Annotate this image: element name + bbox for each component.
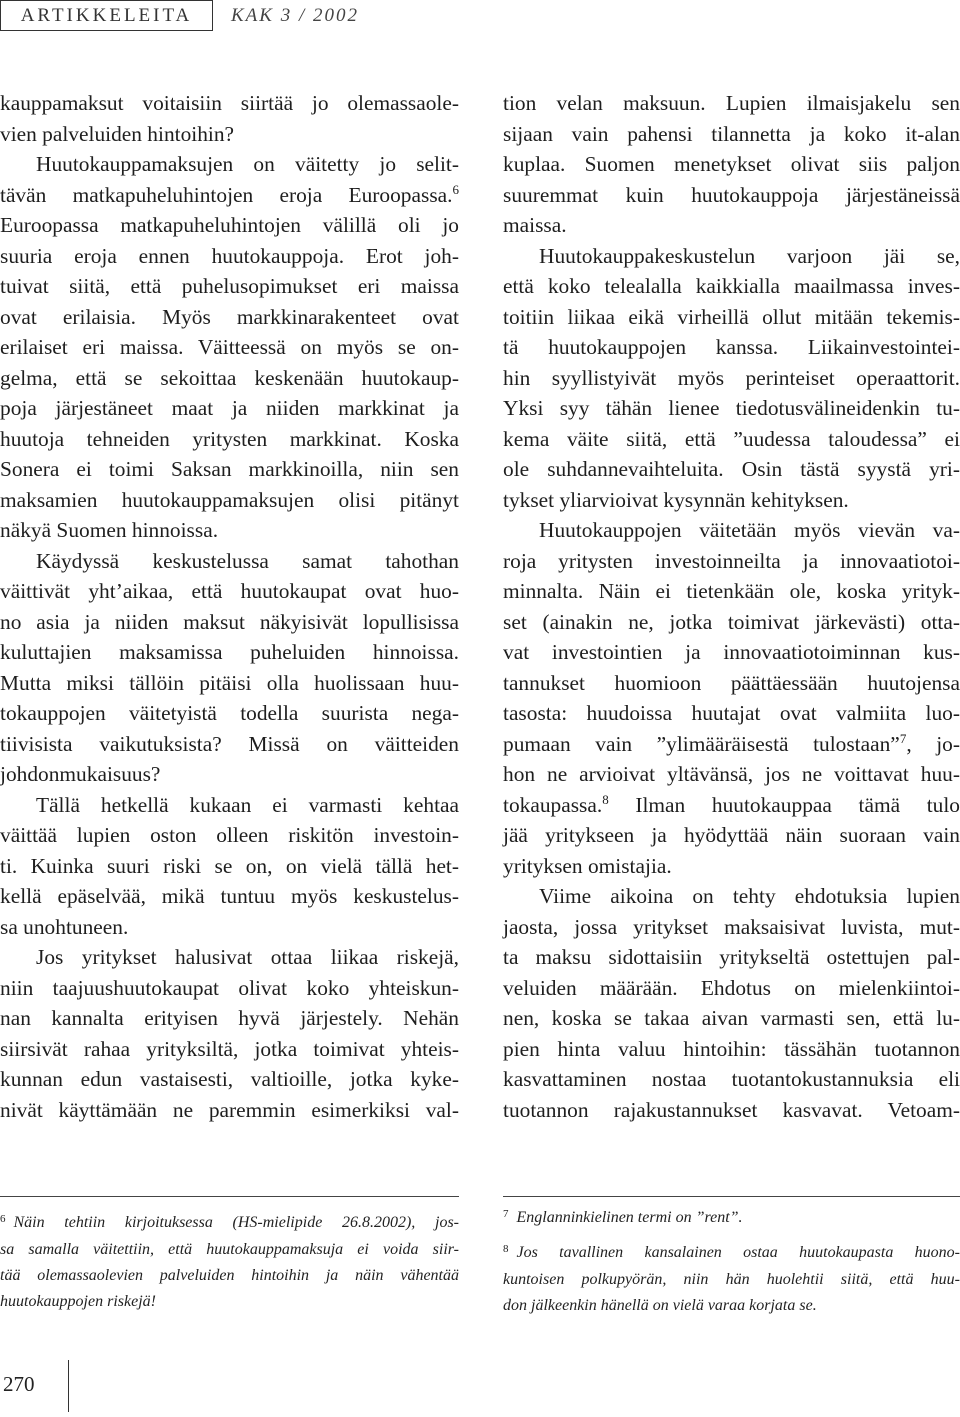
text-line-content: set (ainakin ne, jotka toimivat järkevästi) otta- [503,609,960,634]
footnote-8 [503,1240,960,1319]
footnote-rule-left [0,1196,459,1197]
text-line [0,1034,459,1065]
text-line [503,637,960,668]
text-line-content: minnalta. Näin ei tietenkään ole, koska yrityk- [503,579,960,603]
text-line-content: Käydyssä keskustelussa samat tahothan [36,548,459,573]
text-line [0,912,459,943]
text-line-content: suuremmat kuin huutokauppoja järjestäneissä [503,182,960,207]
footnote-reference: 6 [452,181,459,197]
text-line [503,546,960,577]
text-line-content: väittää lupien oston olleen riskitön investoin- [0,823,459,847]
text-line-continuation: Ilman huutokauppaa tämä tulo [608,792,960,817]
text-line-content: väittivät yht’aikaa, että huutokaupat ovat huo- [0,579,459,603]
text-line [503,88,960,119]
footnotes-right [503,1205,960,1319]
text-line [503,515,960,546]
text-line [0,485,459,516]
footnote-line [503,1205,960,1232]
footnote-text: Englanninkielinen termi on ”rent”. [516,1209,743,1226]
text-line [503,271,960,302]
text-line [0,180,459,211]
section-label-box [0,0,213,31]
text-line [503,912,960,943]
text-line [503,485,960,516]
text-line [503,790,960,821]
text-line-content: tannukset huomioon päättäessään huutojensa [503,670,960,695]
left-column [0,88,459,1125]
text-line [0,576,459,607]
text-line-content: että koko telealalla kaikkialla maailmassa inves- [503,274,960,298]
text-line-content: Euroopassa matkapuheluhintojen välillä oli jo [0,213,459,237]
text-line [0,973,459,1004]
text-line-content: tiivisista vaikutuksista? Missä on väitteiden [0,731,459,756]
text-line-content: kuplaa. Suomen menetykset olivat siis paljon [503,152,960,176]
text-line-content: Tällä hetkellä kukaan ei varmasti kehtaa [36,792,459,817]
footnote-rule-right [503,1196,960,1197]
text-line-content: gelma, että se sekoittaa keskenään huutokaup- [0,365,459,390]
text-line [503,393,960,424]
text-line [503,576,960,607]
text-line-content: kauppamaksut voitaisiin siirtää jo olemassaole- [0,91,459,115]
text-line-content: nivät käyttämään ne paremmin esimerkiksi val- [0,1097,459,1122]
text-line [0,790,459,821]
text-line-content: kuluttajien maksamissa puheluiden hinnoissa. [0,640,459,664]
text-line-content: kema väite siitä, että ”uudessa taloudessa” ei [503,426,960,451]
footnote-reference: 8 [602,791,609,807]
text-line-content: hin syyllistyivät myös perinteiset operaattorit. [503,365,960,390]
footnote-line [0,1237,459,1263]
text-line [503,973,960,1004]
text-line-content: tokaupassa. [503,792,603,817]
text-line [503,332,960,363]
text-line-content: veluiden määrään. Ehdotus on mielenkiintoi- [503,975,960,1000]
text-line-content: ovat erilaisia. Myös markkinarakenteet ovat [0,304,459,329]
page-number-divider [68,1360,69,1412]
text-line [0,393,459,424]
footnote-text: kuntoisen polkupyörän, niin hän huolehtii siitä, että huu- [503,1271,960,1288]
text-line [0,271,459,302]
text-line [503,1003,960,1034]
text-line-content: kellä epäselvää, mikä tuntuu myös keskustelus- [0,884,459,908]
footnote-reference: 7 [899,730,907,746]
text-line-content: tykset yliarvioivat kysynnän kehityksen. [503,487,849,512]
text-line-content: roja yritysten investoinneilta ja innovaatiotoi- [503,548,960,573]
journal-issue: KAK 3 / 2002 [231,5,359,26]
text-line [0,515,459,546]
text-line-content: toitiin liikaa eikä virheillä ollut mitään tekemis- [503,304,960,329]
footnote-number: 8 [503,1243,509,1255]
text-line [503,851,960,882]
footnote-line [503,1240,960,1267]
text-line-content: niin taajuushuutokaupat olivat koko yhteiskun- [0,975,459,1000]
text-line-content: pumaan vain ”ylimääräisestä tulostaan” [503,731,900,756]
text-line-content: ti. Kuinka suuri riski se on, on vielä tällä het- [0,853,459,878]
text-line-content: vien palveluiden hintoihin? [0,121,235,146]
text-line-content: kunnan edun vastaisesti, valtioille, jotka kyke- [0,1067,459,1091]
text-line [0,210,459,241]
footnote-line [503,1267,960,1293]
text-line [0,1003,459,1034]
text-line-content: hon ne arvioivat yltävänsä, jos ne voittavat huu- [503,762,960,786]
text-line [503,729,960,760]
text-line [0,942,459,973]
footnote-line [0,1210,459,1237]
text-line-content: Huutokauppojen väitetään myös vievän va- [539,518,960,542]
text-line-content: sijaan vain pahensi tilannetta ja koko it-alan [503,121,960,146]
footnote-text: tää olemassaolevien palveluiden hintoihin ja näin vähentää [0,1267,459,1284]
text-line [0,88,459,119]
footnote-text: Näin tehtiin kirjoituksessa (HS-mielipide 26.8.2002), jos- [13,1214,459,1231]
text-line-content: jää yritykseen ja hyödyttää näin suoraan vain [503,823,960,847]
text-line [503,698,960,729]
text-line [503,454,960,485]
text-line [0,363,459,394]
footnotes-left [0,1210,459,1315]
text-line-content: ta maksu sidottaisiin yritykseltä ostettujen pal- [503,945,960,969]
text-line-content: erilaiset eri maissa. Väitteessä on myös se on- [0,335,459,359]
text-line [0,119,459,150]
text-line [0,302,459,333]
right-column [503,88,960,1125]
footnote-text: huutokauppojen riskejä! [0,1293,156,1310]
text-line-continuation: , jo- [906,731,960,756]
text-line [0,851,459,882]
text-line-content: nen, koska se takaa aivan varmasti sen, että lu- [503,1006,960,1030]
text-line [503,241,960,272]
text-line [503,363,960,394]
text-line [0,424,459,455]
footnote-6 [0,1210,459,1315]
text-line [503,942,960,973]
text-line [503,210,960,241]
text-line-content: Mutta miksi tällöin pitäisi olla huolissaan huu- [0,670,459,695]
text-line [503,302,960,333]
text-line-content: nan kannalta erityisen hyvä järjestely. Nehän [0,1006,459,1030]
text-line-content: näkyä Suomen hinnoissa. [0,518,219,542]
footnote-number: 6 [0,1213,6,1225]
text-line-content: siirsivät rahaa yrityksiltä, jotka toimivat yhteis- [0,1036,459,1061]
section-label: ARTIKKELEITA [20,4,193,26]
text-line [0,698,459,729]
footnote-line [0,1289,459,1315]
footnote-number: 7 [503,1208,509,1220]
text-line-content: yrityksen omistajia. [503,853,672,878]
text-line-content: Sonera ei toimi Saksan markkinoilla, niin sen [0,457,459,481]
text-line [503,1095,960,1126]
text-line [0,820,459,851]
text-line-content: tävän matkapuheluhintojen eroja Euroopassa. [0,182,453,207]
text-line-content: tion velan maksuun. Lupien ilmaisjakelu sen [503,91,960,115]
text-line [0,454,459,485]
text-line [0,637,459,668]
text-line [503,668,960,699]
text-line [0,729,459,760]
text-line-content: maissa. [503,213,567,237]
text-line [503,1064,960,1095]
text-line-content: Jos yritykset halusivat ottaa liikaa riskejä, [36,945,459,969]
footnote-line [503,1293,960,1319]
text-line [503,820,960,851]
footnote-line [0,1263,459,1289]
text-line [503,149,960,180]
text-line [0,881,459,912]
text-line [0,332,459,363]
text-line-content: Viime aikoina on tehty ehdotuksia lupien [539,884,960,908]
text-line-content: tuivat siitä, että puhelusopimukset eri maissa [0,274,459,298]
footnote-text: sa samalla väitettiin, että huutokauppamaksuja ei voida siir- [0,1241,459,1258]
footnote-text: Jos tavallinen kansalainen ostaa huutokaupasta huono- [516,1244,960,1261]
page-number: 270 [3,1372,35,1396]
footnote-text: don jälkeenkin hänellä on vielä varaa korjata se. [503,1297,817,1314]
text-line-content: tä huutokauppojen kanssa. Liikainvestointei- [503,335,960,359]
text-line [0,149,459,180]
text-line-content: huutoja tehneiden yritysten markkinat. Koska [0,426,459,451]
text-line-content: kasvattaminen nostaa tuotantokustannuksia eli [503,1067,960,1091]
text-line-content: poja järjestäneet maat ja niiden markkinat ja [0,396,459,420]
text-line [503,1034,960,1065]
text-line-content: pien hinta valuu hintoihin: tässähän tuotannon [503,1036,960,1061]
text-line-content: Yksi syy tähän lienee tiedotusvälineidenkin tu- [503,396,960,420]
text-line [503,180,960,211]
text-line-content: maksamien huutokauppamaksujen olisi pitänyt [0,487,459,512]
text-line-content: vat investointien ja innovaatiotoiminnan kus- [503,640,960,664]
text-line-content: Huutokauppakeskustelun varjoon jäi se, [539,243,960,268]
text-line-content: sa unohtuneen. [0,914,129,939]
text-line-content: tasosta: huudoissa huutajat ovat valmiita luo- [503,701,960,725]
text-line [503,424,960,455]
text-line [503,607,960,638]
footnote-7 [503,1205,960,1232]
text-line [503,881,960,912]
text-line [0,546,459,577]
text-line-content: suuria eroja ennen huutokauppoja. Erot joh- [0,243,459,268]
text-line [503,119,960,150]
text-line-content: tuotannon rajakustannukset kasvavat. Vetoam- [503,1097,960,1122]
text-line-content: Huutokauppamaksujen on väitetty jo selit- [36,152,459,176]
text-line [0,759,459,790]
text-line-content: johdonmukaisuus? [0,762,161,786]
text-line-content: ole suhdannevaihteluita. Osin tästä syystä yri- [503,457,960,481]
text-line [0,607,459,638]
text-line [503,759,960,790]
text-line-content: no asia ja niiden maksut näkyisivät lopullisissa [0,609,459,634]
text-line [0,241,459,272]
text-line [0,1095,459,1126]
text-line-content: tokauppojen väitetyistä todella suurista nega- [0,701,459,725]
text-line [0,1064,459,1095]
text-line-content: jaosta, jossa yritykset maksaisivat luvista, mut- [503,914,960,939]
text-line [0,668,459,699]
